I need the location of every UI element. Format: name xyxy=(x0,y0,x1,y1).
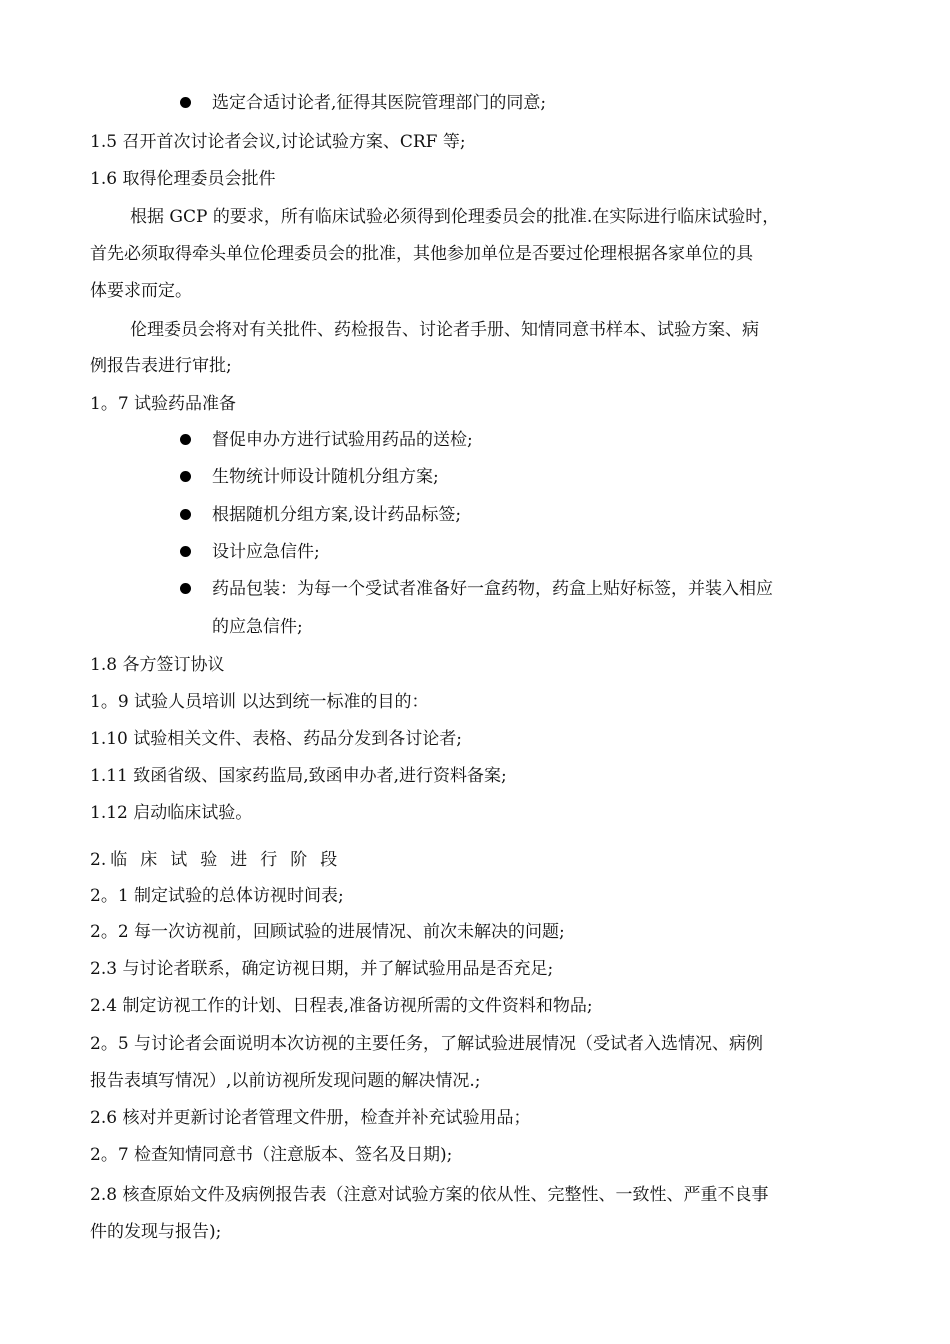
bullet-item-continuation: 的应急信件; xyxy=(212,617,303,637)
section-2-2: 2。2 每一次访视前，回顾试验的进展情况、前次未解决的问题; xyxy=(90,922,565,942)
bullet-icon xyxy=(180,546,191,557)
bullet-item: 督促申办方进行试验用药品的送检; xyxy=(212,430,473,450)
paragraph-line: 体要求而定。 xyxy=(90,281,192,301)
bullet-item: 设计应急信件; xyxy=(212,542,320,562)
section-2-1: 2。1 制定试验的总体访视时间表; xyxy=(90,886,344,906)
section-2-5-continuation: 报告表填写情况）,以前访视所发现问题的解决情况.; xyxy=(90,1071,481,1091)
section-1-12: 1.12 启动临床试验。 xyxy=(90,803,253,823)
paragraph-line: 例报告表进行审批; xyxy=(90,356,232,376)
section-2-6: 2.6 核对并更新讨论者管理文件册，检查并补充试验用品； xyxy=(90,1108,531,1128)
section-1-7: 1。7 试验药品准备 xyxy=(90,394,237,414)
section-1-8: 1.8 各方签订协议 xyxy=(90,655,225,675)
section-2-5: 2。5 与讨论者会面说明本次访视的主要任务，了解试验进展情况（受试者入选情况、病例 xyxy=(90,1034,764,1054)
bullet-icon xyxy=(180,509,191,520)
section-2-8-continuation: 件的发现与报告); xyxy=(90,1222,222,1242)
section-2-3: 2.3 与讨论者联系，确定访视日期，并了解试验用品是否充足; xyxy=(90,959,554,979)
bullet-item: 根据随机分组方案,设计药品标签; xyxy=(212,505,462,525)
section-2-8: 2.8 核查原始文件及病例报告表（注意对试验方案的依从性、完整性、一致性、严重不良事 xyxy=(90,1185,769,1205)
bullet-icon xyxy=(180,583,191,594)
section-2-number: 2. xyxy=(90,850,107,870)
section-2-4: 2.4 制定访视工作的计划、日程表,准备访视所需的文件资料和物品; xyxy=(90,996,593,1016)
section-2-7: 2。7 检查知情同意书（注意版本、签名及日期); xyxy=(90,1145,453,1165)
paragraph-line: 根据 GCP 的要求，所有临床试验必须得到伦理委员会的批准.在实际进行临床试验时， xyxy=(130,207,780,227)
paragraph-line: 伦理委员会将对有关批件、药检报告、讨论者手册、知情同意书样本、试验方案、病 xyxy=(130,320,759,340)
section-1-9: 1。9 试验人员培训 以达到统一标准的目的： xyxy=(90,692,429,712)
paragraph-line: 首先必须取得牵头单位伦理委员会的批准，其他参加单位是否要过伦理根据各家单位的具 xyxy=(90,244,753,264)
bullet-item: 选定合适讨论者,征得其医院管理部门的同意; xyxy=(212,93,547,113)
section-2-title: 临床试验进行阶段 xyxy=(110,850,351,870)
bullet-item: 生物统计师设计随机分组方案; xyxy=(212,467,439,487)
bullet-icon xyxy=(180,471,191,482)
section-1-10: 1.10 试验相关文件、表格、药品分发到各讨论者; xyxy=(90,729,462,749)
section-2-heading xyxy=(90,849,350,871)
section-1-5: 1.5 召开首次讨论者会议,讨论试验方案、CRF 等; xyxy=(90,132,466,152)
bullet-item: 药品包装：为每一个受试者准备好一盒药物，药盒上贴好标签，并装入相应 xyxy=(212,579,773,599)
bullet-icon xyxy=(180,434,191,445)
bullet-icon xyxy=(180,97,191,108)
section-1-11: 1.11 致函省级、国家药监局,致函申办者,进行资料备案; xyxy=(90,766,507,786)
section-1-6: 1.6 取得伦理委员会批件 xyxy=(90,169,276,189)
